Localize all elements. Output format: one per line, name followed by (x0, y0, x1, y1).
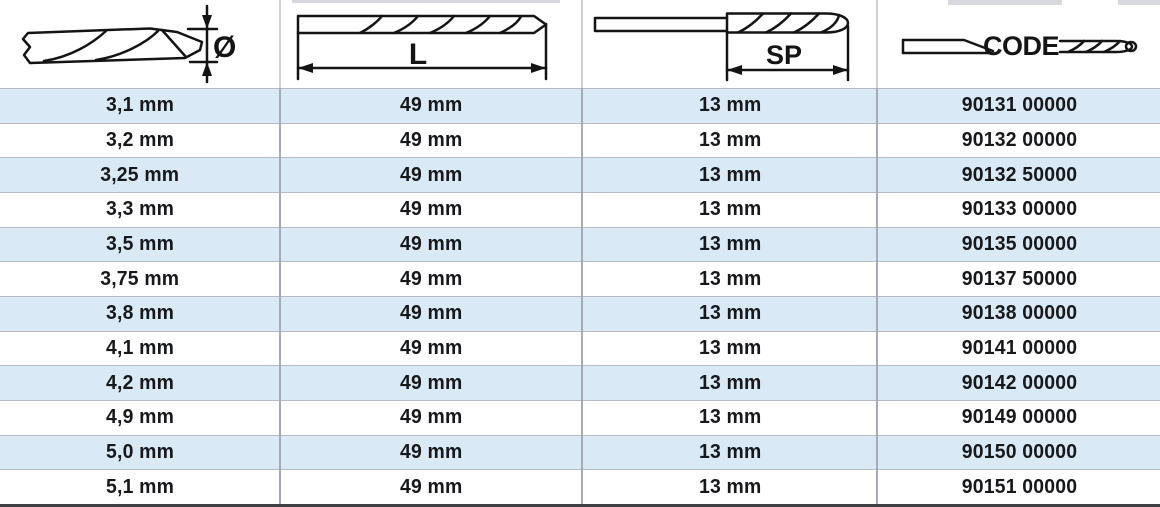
table-row (0, 331, 1160, 366)
cell-diameter (0, 193, 280, 227)
diameter-value: 3,25 mm (100, 163, 180, 186)
cell-diameter (0, 401, 280, 435)
diameter-value: 4,2 mm (105, 371, 175, 394)
code-value: 90150 00000 (961, 441, 1077, 464)
code-value: 90135 00000 (961, 233, 1077, 256)
cell-code (878, 436, 1160, 470)
cell-code (878, 366, 1160, 400)
cell-code (878, 332, 1160, 366)
column-divider (279, 0, 281, 504)
code-value: 90133 00000 (961, 198, 1077, 221)
drill-code-icon (878, 0, 1160, 88)
cell-diameter (0, 228, 280, 262)
cell-spiral (582, 297, 878, 331)
cell-length (280, 470, 582, 504)
cell-code (878, 401, 1160, 435)
column-divider (581, 0, 583, 504)
code-label: CODE (982, 31, 1060, 61)
cell-spiral (582, 436, 878, 470)
spiral-value: 13 mm (698, 406, 762, 429)
code-value: 90138 00000 (961, 302, 1077, 325)
spiral-value: 13 mm (698, 129, 762, 151)
cell-length (280, 297, 582, 331)
code-value: 90137 50000 (961, 267, 1077, 290)
diameter-value: 3,8 mm (105, 302, 175, 325)
cell-code (878, 470, 1160, 504)
code-value: 90132 50000 (961, 163, 1077, 186)
table-row (0, 365, 1160, 400)
table-header (0, 0, 1160, 88)
length-value: 49 mm (399, 475, 463, 498)
cell-diameter (0, 366, 280, 400)
cell-spiral (582, 228, 878, 262)
cell-diameter (0, 332, 280, 366)
table-row (0, 469, 1160, 504)
cell-diameter (0, 89, 280, 123)
code-value: 90141 00000 (961, 337, 1077, 360)
length-value: 49 mm (399, 94, 463, 117)
drill-spiral-length-icon (582, 0, 878, 88)
scan-crop-artifact (292, 0, 560, 3)
cell-code (878, 193, 1160, 227)
cell-length (280, 401, 582, 435)
diameter-value: 5,0 mm (105, 441, 175, 464)
length-label: L (408, 38, 428, 71)
scan-crop-artifact (948, 0, 1062, 5)
cell-length (280, 124, 582, 158)
diameter-value: 5,1 mm (105, 475, 175, 498)
diameter-value: 3,5 mm (105, 233, 175, 256)
spiral-value: 13 mm (698, 371, 762, 394)
diameter-value: 3,2 mm (105, 129, 175, 151)
diameter-value: 4,9 mm (105, 406, 175, 429)
cell-length (280, 262, 582, 296)
spiral-value: 13 mm (698, 337, 762, 360)
code-value: 90149 00000 (961, 406, 1077, 429)
length-value: 49 mm (399, 302, 463, 325)
cell-length (280, 228, 582, 262)
cell-code (878, 124, 1160, 158)
length-value: 49 mm (399, 267, 463, 290)
table-row (0, 227, 1160, 262)
code-value: 90142 00000 (961, 371, 1077, 394)
length-value: 49 mm (399, 337, 463, 360)
diameter-value: 3,3 mm (105, 198, 175, 221)
cell-code (878, 158, 1160, 192)
table-row (0, 261, 1160, 296)
length-value: 49 mm (399, 441, 463, 464)
cell-spiral (582, 158, 878, 192)
table-row (0, 435, 1160, 470)
diameter-value: 3,75 mm (100, 267, 180, 290)
cell-code (878, 297, 1160, 331)
column-divider (876, 0, 878, 504)
length-value: 49 mm (399, 129, 463, 151)
table-row (0, 400, 1160, 435)
cell-length (280, 158, 582, 192)
code-value: 90132 00000 (961, 129, 1077, 151)
cell-spiral (582, 193, 878, 227)
cell-diameter (0, 262, 280, 296)
length-value: 49 mm (399, 163, 463, 186)
cell-diameter (0, 297, 280, 331)
spiral-value: 13 mm (698, 233, 762, 256)
code-value: 90151 00000 (961, 475, 1077, 498)
scan-crop-artifact (1118, 0, 1160, 5)
cell-length (280, 89, 582, 123)
drill-tip-diameter-icon (0, 0, 280, 88)
cell-code (878, 228, 1160, 262)
cell-diameter (0, 436, 280, 470)
diameter-symbol: Ø (213, 31, 237, 64)
cell-spiral (582, 262, 878, 296)
header-diameter (0, 0, 280, 88)
length-value: 49 mm (399, 233, 463, 256)
cell-spiral (582, 470, 878, 504)
header-spiral-length (582, 0, 878, 88)
cell-spiral (582, 332, 878, 366)
table-row (0, 157, 1160, 192)
cell-length (280, 436, 582, 470)
table-row (0, 296, 1160, 331)
cell-spiral (582, 401, 878, 435)
table-row (0, 88, 1160, 123)
length-value: 49 mm (399, 198, 463, 221)
table-body (0, 88, 1160, 507)
code-value: 90131 00000 (961, 94, 1077, 117)
cell-length (280, 332, 582, 366)
cell-diameter (0, 158, 280, 192)
drill-total-length-icon (280, 0, 582, 88)
cell-spiral (582, 89, 878, 123)
diameter-value: 3,1 mm (105, 94, 175, 117)
cell-length (280, 193, 582, 227)
spiral-value: 13 mm (698, 198, 762, 221)
spiral-value: 13 mm (698, 475, 762, 498)
table-row (0, 123, 1160, 158)
cell-spiral (582, 124, 878, 158)
cell-diameter (0, 124, 280, 158)
length-value: 49 mm (399, 406, 463, 429)
cell-code (878, 89, 1160, 123)
header-total-length (280, 0, 582, 88)
cell-spiral (582, 366, 878, 400)
spiral-value: 13 mm (698, 441, 762, 464)
length-value: 49 mm (399, 371, 463, 394)
spiral-value: 13 mm (698, 302, 762, 325)
spiral-value: 13 mm (698, 163, 762, 186)
spiral-value: 13 mm (698, 94, 762, 117)
spiral-value: 13 mm (698, 267, 762, 290)
header-code (878, 0, 1160, 88)
cell-diameter (0, 470, 280, 504)
cell-length (280, 366, 582, 400)
table-row (0, 192, 1160, 227)
cell-code (878, 262, 1160, 296)
spiral-label: SP (765, 40, 803, 70)
diameter-value: 4,1 mm (105, 337, 175, 360)
